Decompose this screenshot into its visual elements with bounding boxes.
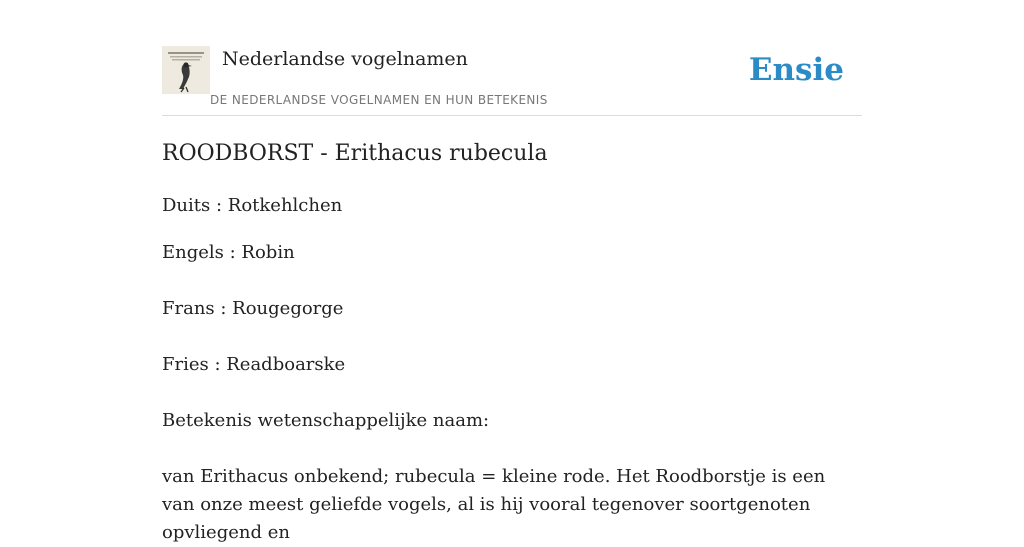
- bird-logo-icon[interactable]: [162, 46, 210, 94]
- site-header: [162, 46, 862, 116]
- paragraph-english: Engels : Robin: [162, 242, 295, 263]
- post-content: [162, 138, 862, 543]
- paragraph-german: Duits : Rotkehlchen: [162, 195, 343, 216]
- paragraph-meaning-heading: Betekenis wetenschappelijke naam:: [162, 410, 490, 431]
- brand-link[interactable]: Ensie: [748, 52, 844, 88]
- paragraph-meaning-body: van Erithacus onbekend; rubecula = kleine rode. Het Roodborstje is een van onze meest geliefde vogels, al is hij vooral tegenover soortgenoten opvliegend en: [162, 466, 826, 543]
- site-title[interactable]: Nederlandse vogelnamen: [222, 48, 468, 70]
- paragraph-frisian: Fries : Readboarske: [162, 354, 346, 375]
- paragraph-french: Frans : Rougegorge: [162, 298, 344, 319]
- site-tagline: DE NEDERLANDSE VOGELNAMEN EN HUN BETEKENIS: [210, 93, 548, 107]
- post-title: ROODBORST - Erithacus rubecula: [162, 141, 548, 166]
